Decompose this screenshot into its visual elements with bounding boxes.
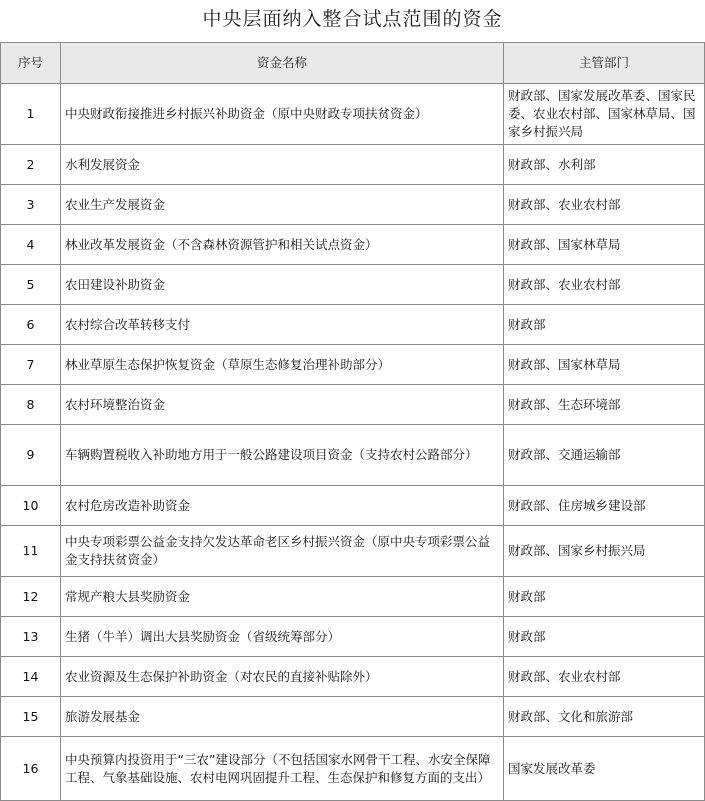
row-fund-name: 生猪（牛羊）调出大县奖励资金（省级统筹部分） (61, 617, 504, 657)
table-row (1, 526, 705, 577)
row-fund-name: 农业资源及生态保护补助资金（对农民的直接补贴除外） (61, 657, 504, 697)
row-index: 9 (1, 425, 61, 486)
row-fund-name: 中央财政衔接推进乡村振兴补助资金（原中央财政专项扶贫资金） (61, 84, 504, 145)
funds-table (0, 42, 705, 801)
row-fund-name: 农村综合改革转移支付 (61, 305, 504, 345)
row-department: 财政部、生态环境部 (504, 385, 705, 425)
table-row (1, 577, 705, 617)
table-row (1, 265, 705, 305)
row-department: 财政部、国家林草局 (504, 225, 705, 265)
row-fund-name: 常规产粮大县奖励资金 (61, 577, 504, 617)
row-index: 2 (1, 145, 61, 185)
row-index: 16 (1, 737, 61, 801)
table-row (1, 225, 705, 265)
header-index: 序号 (1, 43, 61, 84)
row-fund-name: 中央预算内投资用于“三农”建设部分（不包括国家水网骨干工程、水安全保障工程、气象基础设施、农村电网巩固提升工程、生态保护和修复方面的支出） (61, 737, 504, 801)
row-index: 7 (1, 345, 61, 385)
row-index: 3 (1, 185, 61, 225)
page-title: 中央层面纳入整合试点范围的资金 (202, 8, 503, 30)
row-fund-name: 林业改革发展资金（不含森林资源管护和相关试点资金） (61, 225, 504, 265)
table-row (1, 185, 705, 225)
row-department: 财政部、住房城乡建设部 (504, 486, 705, 526)
row-fund-name: 旅游发展基金 (61, 697, 504, 737)
row-fund-name: 农田建设补助资金 (61, 265, 504, 305)
row-index: 15 (1, 697, 61, 737)
table-row (1, 385, 705, 425)
table-row (1, 486, 705, 526)
row-department: 财政部、农业农村部 (504, 265, 705, 305)
table-row (1, 617, 705, 657)
row-fund-name: 中央专项彩票公益金支持欠发达革命老区乡村振兴资金（原中央专项彩票公益金支持扶贫资金） (61, 526, 504, 577)
table-row (1, 305, 705, 345)
row-index: 10 (1, 486, 61, 526)
row-fund-name: 水利发展资金 (61, 145, 504, 185)
row-department: 财政部、农业农村部 (504, 657, 705, 697)
row-department: 国家发展改革委 (504, 737, 705, 801)
row-fund-name: 林业草原生态保护恢复资金（草原生态修复治理补助部分） (61, 345, 504, 385)
row-department: 财政部、国家发展改革委、国家民委、农业农村部、国家林草局、国家乡村振兴局 (504, 84, 705, 145)
row-index: 4 (1, 225, 61, 265)
table-row (1, 345, 705, 385)
row-department: 财政部、国家乡村振兴局 (504, 526, 705, 577)
row-index: 13 (1, 617, 61, 657)
row-fund-name: 车辆购置税收入补助地方用于一般公路建设项目资金（支持农村公路部分） (61, 425, 504, 486)
row-fund-name: 农村危房改造补助资金 (61, 486, 504, 526)
row-index: 8 (1, 385, 61, 425)
table-row (1, 657, 705, 697)
row-department: 财政部、国家林草局 (504, 345, 705, 385)
row-index: 14 (1, 657, 61, 697)
row-department: 财政部 (504, 577, 705, 617)
row-department: 财政部、交通运输部 (504, 425, 705, 486)
row-index: 12 (1, 577, 61, 617)
row-fund-name: 农业生产发展资金 (61, 185, 504, 225)
row-index: 11 (1, 526, 61, 577)
row-index: 6 (1, 305, 61, 345)
row-index: 5 (1, 265, 61, 305)
row-department: 财政部 (504, 617, 705, 657)
row-department: 财政部 (504, 305, 705, 345)
table-row (1, 84, 705, 145)
table-row (1, 737, 705, 801)
row-index: 1 (1, 84, 61, 145)
table-row (1, 425, 705, 486)
row-department: 财政部、文化和旅游部 (504, 697, 705, 737)
table-header-row (1, 43, 705, 84)
table-row (1, 145, 705, 185)
header-dept: 主管部门 (504, 43, 705, 84)
table-row (1, 697, 705, 737)
row-fund-name: 农村环境整治资金 (61, 385, 504, 425)
header-name: 资金名称 (61, 43, 504, 84)
row-department: 财政部、水利部 (504, 145, 705, 185)
row-department: 财政部、农业农村部 (504, 185, 705, 225)
